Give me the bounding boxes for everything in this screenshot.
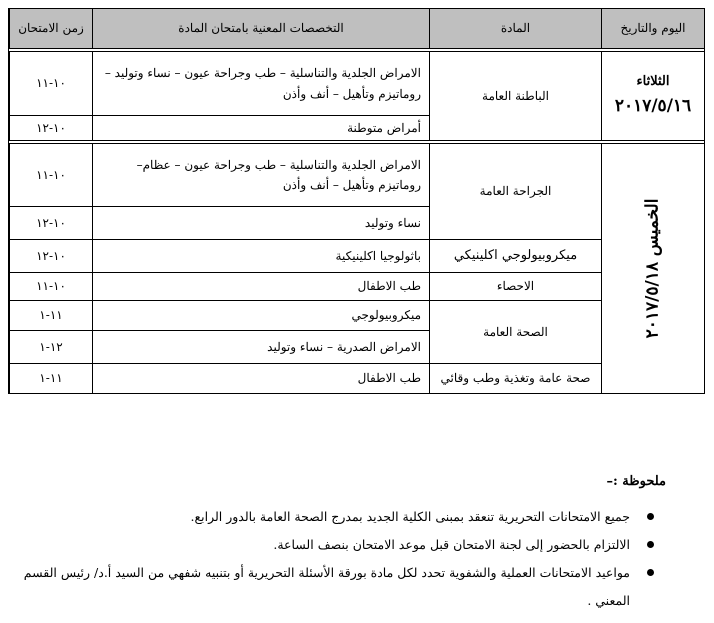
specialties-line: الامراض الجلدية والتناسلية – طب وجراحة عيون – عظام– [136, 157, 421, 172]
subject-cell [429, 363, 601, 393]
header-specialties [92, 9, 429, 48]
specialties-line: روماتيزم وتأهيل – أنف وأذن [282, 178, 421, 192]
time-value: ١٠-١٢ [36, 248, 66, 263]
header-time-label: زمن الامتحان [18, 21, 84, 36]
note-item [16, 503, 656, 531]
table-row-specialties [92, 363, 429, 393]
time-value: ١٠-١١ [36, 76, 66, 91]
notes-title: ملحوظة :– [606, 474, 666, 489]
table-row-time [9, 330, 92, 363]
specialties-line: روماتيزم وتأهيل – أنف وأذن [282, 86, 421, 101]
time-value: ١٠-١١ [36, 167, 66, 182]
day-date: ٢٠١٧/٥/١٦ [614, 95, 692, 116]
note-text: مواعيد الامتحانات العملية والشفوية تحدد لكل مادة بورقة الأسئلة التحريرية أو بتنبيه شفهي من السيد أ.د/ رئيس القسم المعني . [23, 565, 630, 608]
specialties-line: الامراض الصدرية – نساء وتوليد [267, 339, 421, 354]
table-row-time [9, 206, 92, 239]
table-row-specialties [92, 52, 429, 115]
table-row-specialties [92, 272, 429, 300]
table-row-specialties [92, 144, 429, 206]
subject-cell [429, 52, 601, 140]
specialties-line: نساء وتوليد [364, 215, 421, 230]
table-row-specialties [92, 300, 429, 330]
time-value: ١١-١ [39, 308, 63, 323]
header-day [601, 9, 704, 48]
day-cell [601, 144, 704, 393]
specialties-line: طب الاطفال [357, 279, 421, 294]
note-item [16, 531, 656, 559]
time-value: ١١-١ [39, 371, 63, 386]
note-text: جميع الامتحانات التحريرية تنعقد بمبنى الكلية الجديد بمدرج الصحة العامة بالدور الرابع. [190, 509, 630, 524]
table-row-specialties [92, 330, 429, 363]
specialties-line: أمراض متوطنة [347, 120, 421, 135]
header-specialties-label: التخصصات المعنية بامتحان المادة [178, 21, 344, 36]
exam-schedule-table [8, 8, 705, 394]
specialties-line: طب الاطفال [357, 371, 421, 386]
specialties-line: باثولوجيا اكلينيكية [335, 248, 421, 263]
day-cell [601, 52, 704, 140]
table-row-time [9, 115, 92, 140]
subject-cell [429, 144, 601, 239]
subject-label: الجراحة العامة [479, 184, 552, 199]
time-value: ١٢-١ [39, 339, 63, 354]
subject-cell [429, 239, 601, 272]
table-row-time [9, 272, 92, 300]
header-subject-label: المادة [500, 21, 531, 36]
note-text: الالتزام بالحضور إلى لجنة الامتحان قبل موعد الامتحان بنصف الساعة. [273, 537, 630, 552]
table-row-time [9, 239, 92, 272]
subject-cell [429, 272, 601, 300]
subject-cell [429, 300, 601, 363]
table-row-time [9, 52, 92, 115]
subject-label: الباطنة العامة [482, 88, 549, 103]
specialties-line: ميكروبيولوجي [351, 308, 421, 323]
table-row-time [9, 363, 92, 393]
table-row-specialties [92, 115, 429, 140]
day-name: الثلاثاء [636, 74, 670, 89]
subject-label: الصحة العامة [483, 324, 548, 339]
table-row-specialties [92, 206, 429, 239]
bullet-icon [647, 513, 654, 520]
subject-label: ميكروبيولوجي اكلينيكي [453, 247, 578, 263]
time-value: ١٠-١٢ [36, 215, 66, 230]
note-item [16, 559, 656, 615]
table-row-time [9, 300, 92, 330]
header-time [9, 9, 92, 48]
header-subject [429, 9, 601, 48]
specialties-line: الامراض الجلدية والتناسلية – طب وجراحة عيون – نساء وتوليد – [104, 66, 421, 81]
bullet-icon [647, 541, 654, 548]
day-label-vertical: الخميس ٢٠١٧/٥/١٨ [642, 198, 663, 339]
subject-label: الاحصاء [496, 279, 535, 294]
table-row-specialties [92, 239, 429, 272]
bullet-icon [647, 569, 654, 576]
time-value: ١٠-١١ [36, 279, 66, 294]
time-value: ١٠-١٢ [36, 120, 66, 135]
notes-list [16, 503, 656, 615]
table-row-time [9, 144, 92, 206]
header-day-label: اليوم والتاريخ [620, 21, 686, 36]
subject-label: صحة عامة وتغذية وطب وقائي [440, 371, 591, 386]
